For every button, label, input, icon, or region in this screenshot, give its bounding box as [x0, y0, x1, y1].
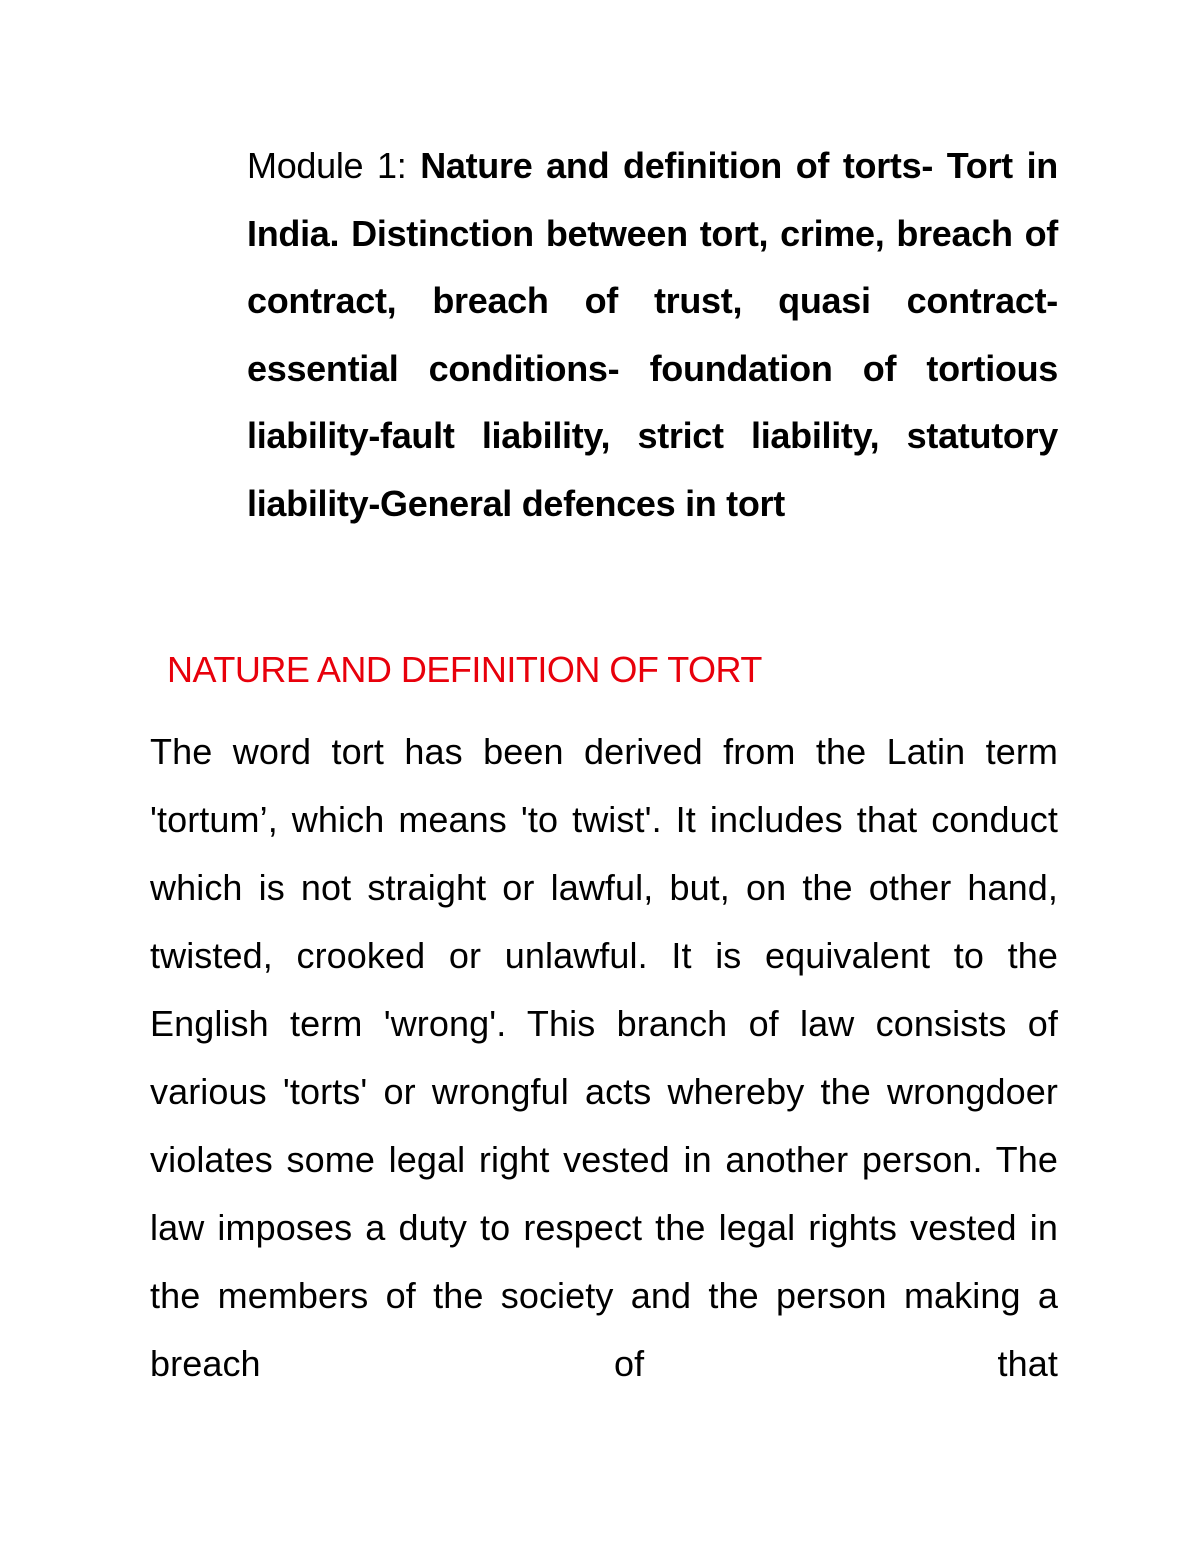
module-description — [247, 132, 1058, 537]
module-label: Module 1: — [247, 145, 407, 186]
section-heading: NATURE AND DEFINITION OF TORT — [167, 649, 762, 690]
module-topics: Nature and definition of torts- Tort in India. Distinction between tort, crime, breach of contract, breach of trust, quasi contract-essential conditions- foundation of tortious liability-fault liability, strict liability, statutory liability-General defences in tort — [247, 145, 1058, 524]
body-paragraph: The word tort has been derived from the Latin term 'tortum’, which means 'to twist'. It includes that conduct which is not straight or lawful, but, on the other hand, twisted, crooked or unlawful. It is equivalent to the English term 'wrong'. This branch of law consists of various 'torts' or wrongful acts whereby the wrongdoer violates some legal right vested in another person. The law imposes a duty to respect the legal rights vested in the members of the society and the person making a breach of that — [150, 731, 1058, 1384]
